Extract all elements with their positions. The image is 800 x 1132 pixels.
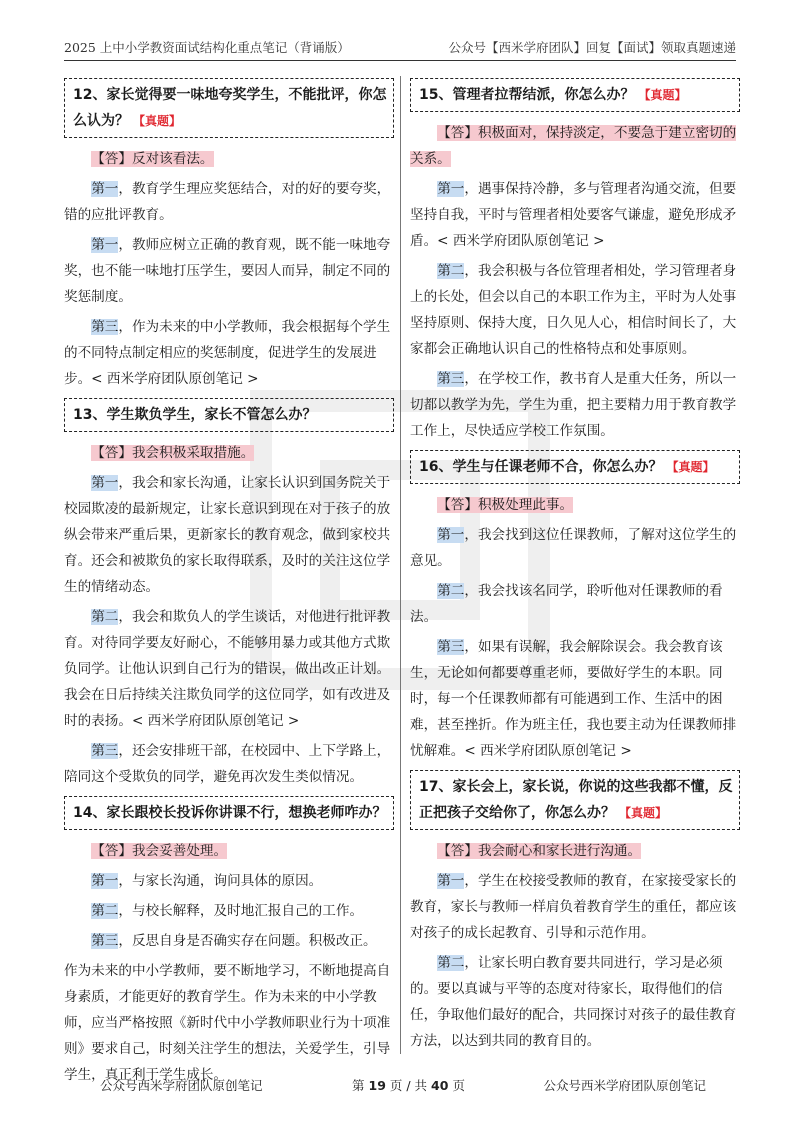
question-box: [410, 770, 740, 830]
point-text: ，我会和欺负人的学生谈话，对他进行批评教育。对待同学要友好耐心，不能够用暴力或其他方式欺负同学。让他认识到自己行为的错误，做出改正计划。我会在日后持续关注欺负同学的这位同学，如有改进及时的表扬。< 西米学府团队原创笔记 >: [64, 609, 391, 729]
current-page: 19: [368, 1078, 386, 1093]
answer-summary: 【答】我会积极采取措施。: [91, 445, 255, 461]
real-exam-tag: 【真题】: [133, 114, 182, 128]
point-text: ，我会积极与各位管理者相处，学习管理者身上的长处，但会以自己的本职工作为主，平时为人处事坚持原则、保持大度，日久见人心，相信时间长了，大家都会正确地认识自己的性格特点和处事原则。: [410, 263, 737, 357]
point-text: ，反思自身是否确实存在问题。积极改正。: [118, 933, 377, 949]
point-keyword: 第一: [91, 475, 119, 491]
point-text: ，教师应树立正确的教育观，既不能一味地夸奖，也不能一味地打压学生，要因人而异，制定不同的奖惩制度。: [64, 237, 391, 305]
answer-point: [64, 868, 394, 894]
point-text: ，与校长解释，及时地汇报自己的工作。: [118, 903, 364, 919]
point-keyword: 第三: [437, 371, 465, 387]
question-block: [410, 78, 740, 444]
answer-line: [410, 492, 740, 518]
answer-line: [410, 838, 740, 864]
answer-point: [64, 314, 394, 392]
question-block: [410, 770, 740, 1054]
question-block: [64, 398, 394, 790]
answer-point: [64, 232, 394, 310]
question-block: [64, 796, 394, 1088]
answer-point: [410, 366, 740, 444]
point-text: ，我会找到这位任课教师，了解对这位学生的意见。: [410, 527, 737, 569]
point-keyword: 第一: [91, 873, 119, 889]
question-block: [64, 78, 394, 392]
point-keyword: 第二: [91, 609, 119, 625]
page-mid: 页 / 共: [389, 1078, 428, 1093]
point-text: ，作为未来的中小学教师，我会根据每个学生的不同特点制定相应的奖惩制度，促进学生的发展进步。< 西米学府团队原创笔记 >: [64, 319, 391, 387]
question-title: 16、学生与任课老师不合，你怎么办？: [419, 459, 663, 475]
point-keyword: 第三: [437, 639, 465, 655]
question-title: 12、家长觉得要一味地夸奖学生，不能批评，你怎么认为？: [73, 87, 387, 129]
real-exam-tag: 【真题】: [666, 460, 715, 474]
question-block: [410, 450, 740, 764]
answer-summary: 【答】我会妥善处理。: [91, 843, 228, 859]
real-exam-tag: 【真题】: [638, 88, 687, 102]
footer-left: 公众号西米学府团队原创笔记: [100, 1078, 263, 1093]
closing-paragraph: 作为未来的中小学教师，要不断地学习，不断地提高自身素质，才能更好的教育学生。作为未来的中小学教师，应当严格按照《新时代中小学教师职业行为十项准则》要求自己，时刻关注学生的想法，关爱学生，引导学生，真正利于学生成长。: [64, 963, 391, 1083]
question-title: 13、学生欺负学生，家长不管怎么办？: [73, 407, 317, 423]
point-keyword: 第三: [91, 743, 119, 759]
question-title: 14、家长跟校长投诉你讲课不行，想换老师咋办？: [73, 805, 387, 821]
answer-point: [64, 928, 394, 954]
answer-point: [64, 470, 394, 600]
answer-point: [410, 258, 740, 362]
page-number: [352, 1076, 465, 1094]
answer-summary: 【答】反对该看法。: [91, 151, 214, 167]
point-keyword: 第一: [91, 181, 119, 197]
page-footer: [64, 1076, 736, 1096]
page-suffix: 页: [452, 1078, 465, 1093]
question-box: [64, 796, 394, 830]
answer-point: [410, 522, 740, 574]
answer-point: [64, 604, 394, 734]
real-exam-tag: 【真题】: [619, 806, 668, 820]
point-keyword: 第二: [91, 903, 119, 919]
page-header: [64, 38, 736, 61]
point-text: ，遇事保持冷静，多与管理者沟通交流，但要坚持自我，平时与管理者相处要客气谦虚，避免形成矛盾。< 西米学府团队原创笔记 >: [410, 181, 737, 249]
point-text: ，如果有误解，我会解除误会。我会教育该生，无论如何都要尊重老师，要做好学生的本职。同时，每一个任课教师都有可能遇到工作、生活中的困难，甚至挫折。作为班主任，我也要主动为任课教师排忧解难。< 西米学府团队原创笔记 >: [410, 639, 737, 759]
right-column: [410, 78, 740, 1060]
answer-summary: 【答】积极处理此事。: [437, 497, 574, 513]
question-box: [64, 78, 394, 138]
answer-point: [64, 898, 394, 924]
answer-point: [410, 950, 740, 1054]
question-title: 15、管理者拉帮结派，你怎么办？: [419, 87, 635, 103]
point-keyword: 第三: [91, 319, 119, 335]
answer-line: [410, 120, 740, 172]
answer-line: [64, 146, 394, 172]
answer-point: [64, 176, 394, 228]
answer-line: [64, 838, 394, 864]
point-text: ，在学校工作，教书育人是重大任务，所以一切都以教学为先，学生为重，把主要精力用于教育教学工作上，尽快适应学校工作氛围。: [410, 371, 737, 439]
column-divider: [400, 76, 401, 1054]
footer-right: 公众号西米学府团队原创笔记: [543, 1078, 706, 1093]
header-title: 2025 上中小学教资面试结构化重点笔记（背诵版）: [64, 40, 350, 55]
point-keyword: 第一: [437, 527, 465, 543]
question-title: 17、家长会上，家长说，你说的这些我都不懂，反正把孩子交给你了，你怎么办？: [419, 779, 733, 821]
answer-point: [410, 868, 740, 946]
question-box: [410, 78, 740, 112]
point-keyword: 第二: [437, 263, 465, 279]
answer-summary: 【答】积极面对，保持淡定，不要急于建立密切的关系。: [410, 125, 737, 167]
question-box: [410, 450, 740, 484]
point-text: ，让家长明白教育要共同进行，学习是必须的。要以真诚与平等的态度对待家长，取得他们的信任，争取他们最好的配合，共同探讨对孩子的最佳教育方法，以达到共同的教育目的。: [410, 955, 737, 1049]
point-text: ，学生在校接受教师的教育，在家接受家长的教育，家长与教师一样肩负着教育学生的重任，都应该对孩子的成长起教育、引导和示范作用。: [410, 873, 737, 941]
left-column: [64, 78, 394, 1094]
point-keyword: 第二: [437, 583, 465, 599]
point-keyword: 第三: [91, 933, 119, 949]
answer-point: [410, 578, 740, 630]
answer-line: [64, 440, 394, 466]
point-text: ，我会和家长沟通，让家长认识到国务院关于校园欺凌的最新规定，让家长意识到现在对于孩子的放纵会带来严重后果，更新家长的教育观念，做到家校共育。还会和被欺负的家长取得联系，及时的关注这位学生的情绪动态。: [64, 475, 391, 595]
header-promo: 公众号【西米学府团队】回复【面试】领取真题速递: [448, 40, 736, 55]
point-keyword: 第一: [437, 873, 465, 889]
question-box: [64, 398, 394, 432]
total-pages: 40: [431, 1078, 449, 1093]
point-text: ，我会找该名同学，聆听他对任课教师的看法。: [410, 583, 723, 625]
point-text: ，与家长沟通，询问具体的原因。: [118, 873, 323, 889]
answer-point: [410, 176, 740, 254]
answer-point: [64, 738, 394, 790]
answer-point: [410, 634, 740, 764]
answer-summary: 【答】我会耐心和家长进行沟通。: [437, 843, 642, 859]
point-text: ，教育学生理应奖惩结合，对的好的要夸奖，错的应批评教育。: [64, 181, 391, 223]
point-text: ，还会安排班干部，在校园中、上下学路上，陪同这个受欺负的同学，避免再次发生类似情况。: [64, 743, 391, 785]
page-prefix: 第: [352, 1078, 365, 1093]
point-keyword: 第二: [437, 955, 465, 971]
point-keyword: 第一: [437, 181, 465, 197]
point-keyword: 第一: [91, 237, 119, 253]
